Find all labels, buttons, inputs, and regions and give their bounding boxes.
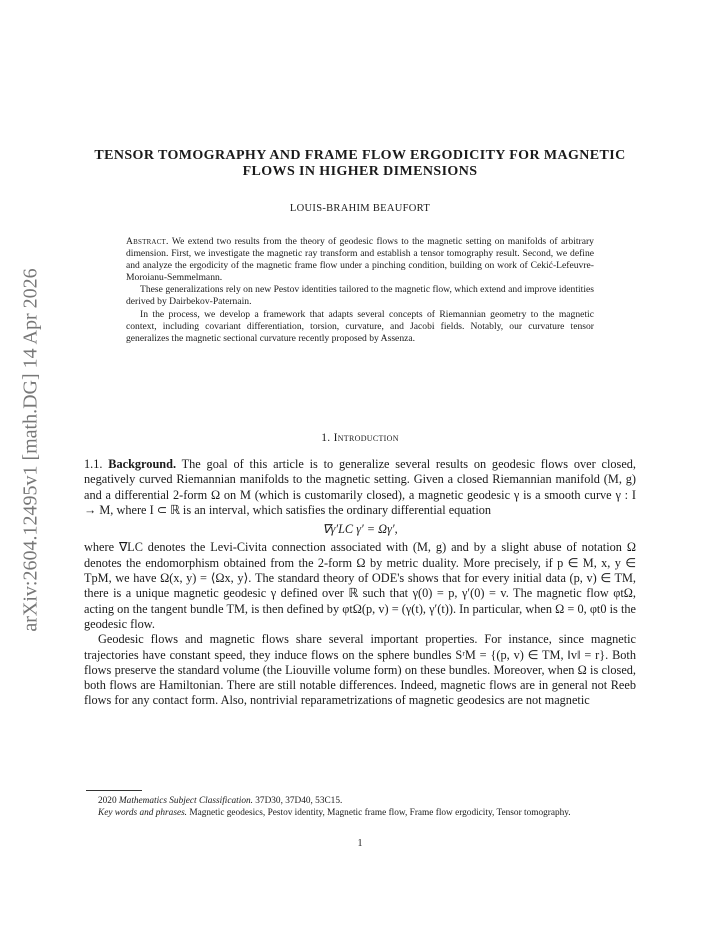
intro-paragraph-1a — [84, 457, 636, 518]
footnotes — [84, 795, 636, 819]
abstract-paragraph-3: In the process, we develop a framework that adapts several concepts of Riemannian geometry to the magnetic context, including covariant differentiation, torsion, curvature, and Jacobi fields. Notably, our curvature tensor generalizes the magnetic sectional curvature recently proposed by Assenza. — [126, 308, 594, 344]
msc-year: 2020 — [98, 796, 117, 806]
paper-author: LOUIS-BRAHIM BEAUFORT — [289, 203, 431, 214]
keywords-text: Magnetic geodesics, Pestov identity, Magnetic frame flow, Frame flow ergodicity, Tensor tomography. — [189, 808, 571, 818]
abstract-label: Abstract. — [126, 236, 169, 247]
page-number: 1 — [357, 838, 363, 849]
msc-codes: 37D30, 37D40, 53C15. — [255, 796, 343, 806]
abstract — [126, 236, 594, 345]
abstract-paragraph-1 — [126, 236, 594, 284]
msc-label: Mathematics Subject Classification. — [118, 796, 253, 806]
footnote-divider — [86, 790, 142, 791]
intro-paragraph-1b: where ∇LC denotes the Levi-Civita connection associated with (M, g) and by a slight abuse of notation Ω denotes the endomorphism obtained from the 2-form Ω by metric duality. More precisely, if p ∈ M, x, y ∈ TpM, we have Ω(x, y) = ⟨Ωx, y⟩. The standard theory of ODE's shows that for every initial data (p, v) ∈ TM, there is a unique magnetic geodesic γ defined over ℝ such that γ(0) = p, γ′(0) = v. The magnetic flow φtΩ, acting on the tangent bundle TM, is then defined by φtΩ(p, v) = (γ(t), γ′(t)). In particular, when Ω = 0, φt0 is the geodesic flow. — [84, 540, 636, 631]
intro-text-1a: The goal of this article is to generalize several results on geodesic flows over closed, negatively curved Riemannian manifolds to the magnetic setting. Given a closed Riemannian manifold (M, g) and a differential 2-form Ω on M (which is customarily closed), a magnetic geodesic γ is a smooth curve γ : I → M, where I ⊂ ℝ is an interval, which satisfies the ordinary differential equation — [84, 457, 637, 517]
intro-paragraph-2: Geodesic flows and magnetic flows share several important properties. For instance, since magnetic trajectories have constant speed, they induce flows on the sphere bundles SʳM = {(p, v) ∈ TM, ‖v‖ = r}. Both flows preserve the standard volume (the Liouville volume form) on these bundles. Moreover, when Ω is closed, both flows are Hamiltonian. There are still notable differences. Indeed, magnetic flows are in general not Reeb flows for any contact form. Also, nontrivial reparametrizations of magnetic geodesics are not magnetic — [84, 632, 636, 708]
magnetic-geodesic-equation: ∇γ′LC γ′ = Ωγ′, — [322, 522, 398, 537]
keywords-label: Key words and phrases. — [98, 808, 188, 818]
subsection-number: 1.1. — [84, 457, 103, 471]
msc-footnote — [84, 795, 636, 807]
abstract-text-1: We extend two results from the theory of geodesic flows to the magnetic setting on manifolds of arbitrary dimension. First, we investigate the magnetic ray transform and establish a tensor tomography result. Second, we define and analyze the ergodicity of the magnetic frame flow under a pinching condition, building on work of Cekić-Lefeuvre-Moroianu-Semmelmann. — [126, 236, 594, 284]
arxiv-sidebar-stamp — [8, 240, 54, 660]
paper-title: TENSOR TOMOGRAPHY AND FRAME FLOW ERGODICITY FOR MAGNETIC FLOWS IN HIGHER DIMENSIONS — [94, 148, 626, 179]
section-heading: 1. Introduction — [321, 432, 399, 444]
abstract-paragraph-2: These generalizations rely on new Pestov identities tailored to the magnetic flow, which extend and improve identities derived by Dairbekov-Paternain. — [126, 284, 594, 308]
subsection-title: Background. — [108, 457, 177, 471]
keywords-footnote — [84, 807, 636, 819]
introduction-body — [84, 457, 636, 709]
arxiv-identifier: arXiv:2604.12495v1 [math.DG] 14 Apr 2026 — [19, 268, 42, 632]
